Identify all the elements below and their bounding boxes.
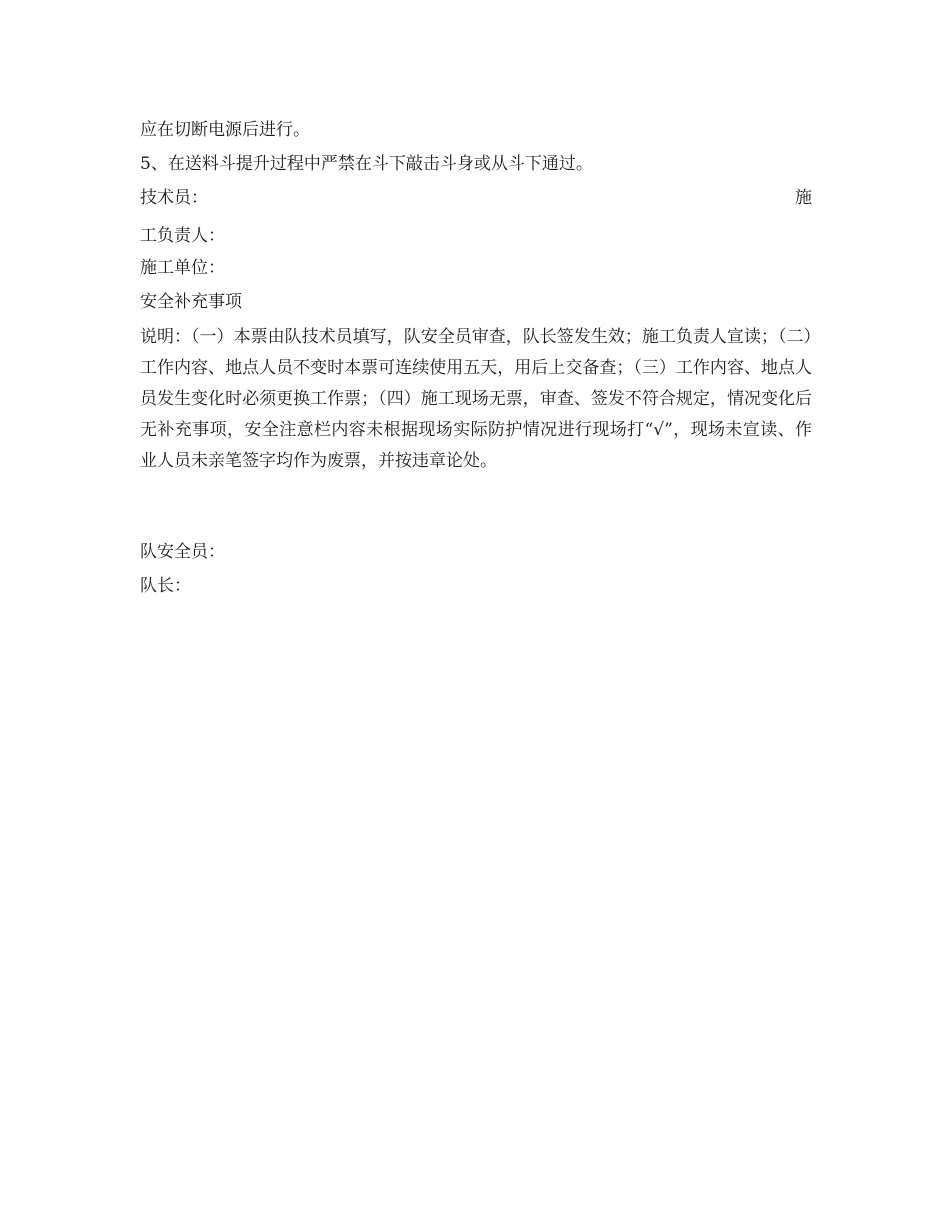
captain-label: 队长： [140,576,191,596]
construction-unit-label: 施工单位： [140,258,225,278]
safety-officer-label: 队安全员： [140,542,225,562]
construction-leader-label: 工负责人： [140,226,225,246]
text-line-power-off: 应在切断电源后进行。 [140,120,310,140]
document-page [140,0,812,1230]
technician-label: 技术员： [140,188,208,208]
instructions-paragraph: 说明：（一）本票由队技术员填写，队安全员审查，队长签发生效；施工负责人宣读；（二）工作内容、地点人员不变时本票可连续使用五天，用后上交备查；（三）工作内容、地点人员发生变化时必须更换工作票；（四）施工现场无票，审查、签发不符合规定，情况变化后无补充事项，安全注意栏内容未根据现场实际防护情况进行现场打“√”，现场未宣读、作业人员未亲笔签字均作为废票，并按违章论处。 [140,327,812,471]
supplement-title: 安全补充事项 [140,292,242,312]
construction-leader-prefix: 施 [795,188,812,208]
technician-line [140,188,812,208]
text-line-hopper-rule: 5、在送料斗提升过程中严禁在斗下敲击斗身或从斗下通过。 [140,154,593,174]
